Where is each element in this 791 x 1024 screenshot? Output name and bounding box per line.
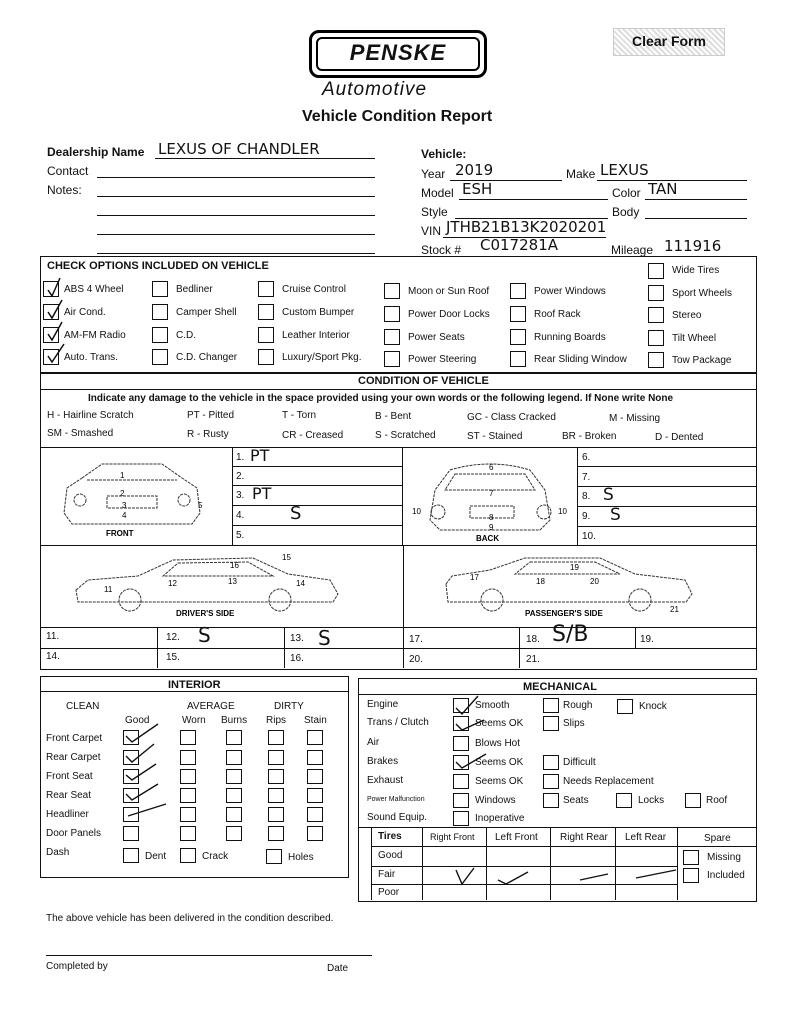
num-14: 14. [46,651,60,662]
air-blows-hot-label: Blows Hot [475,738,521,749]
front-carpet-stain[interactable] [307,730,323,745]
spare-missing-label: Missing [707,852,741,863]
vehicle-label: Vehicle: [421,147,467,161]
car-front-caption: FRONT [106,529,134,538]
legend-s: S - Scratched [375,430,436,441]
bedliner-label: Bedliner [176,284,213,295]
rear-seat-burns[interactable] [226,788,242,803]
car-front-num-4: 4 [122,511,127,520]
trans-ok-label: Seems OK [475,718,524,729]
exhaust-replace-label: Needs Replacement [563,776,654,787]
row-door-panels: Door Panels [46,828,102,839]
color-label: Color [612,186,641,200]
back-num-9: 9. [582,511,591,522]
door-panels-worn[interactable] [180,826,196,841]
notes-line-1[interactable] [97,196,375,197]
leather-interior-label: Leather Interior [282,330,350,341]
custom-bumper-label: Custom Bumper [282,307,355,318]
sound-inoperative-checkbox[interactable] [453,811,469,826]
power-steering-label: Power Steering [408,354,477,365]
door-panels-rips[interactable] [268,826,284,841]
power-roof-mech-checkbox[interactable] [685,793,701,808]
brakes-difficult-label: Difficult [563,757,596,768]
model-label: Model [421,186,454,200]
stock-value[interactable]: C017281A [480,236,558,254]
front-seat-stain[interactable] [307,769,323,784]
car-passenger-caption: PASSENGER'S SIDE [525,609,603,618]
date-label: Date [327,963,349,974]
cd-label: C.D. [176,330,196,341]
legend-st: ST - Stained [467,431,523,442]
back-divider [577,447,578,545]
trans-slips-label: Slips [563,718,585,729]
tire-check-marks [440,858,680,890]
leather-interior-checkbox[interactable] [258,327,274,343]
power-windows-mech-checkbox[interactable] [453,793,469,808]
rear-sliding-window-checkbox[interactable] [510,351,526,367]
back-num-8: 8. [582,491,591,502]
dash-dent-label: Dent [145,851,167,862]
interior-heading-rule [40,691,348,692]
num-12: 12. [166,632,180,643]
row-divider-2 [284,627,285,668]
sport-wheels-checkbox[interactable] [648,285,664,301]
tires-good: Good [378,850,403,861]
power-seats-mech-label: Seats [563,795,589,806]
mech-sound: Sound Equip. [367,812,428,823]
dealership-line [155,158,375,159]
roof-rack-label: Roof Rack [534,309,581,320]
front-carpet-burns[interactable] [226,730,242,745]
rear-sliding-window-label: Rear Sliding Window [534,354,627,365]
wide-tires-checkbox[interactable] [648,263,664,279]
model-value[interactable]: ESH [462,180,493,198]
num-11: 11. [46,631,60,642]
custom-bumper-checkbox[interactable] [258,304,274,320]
car-driver-num-11: 11 [104,585,113,594]
cd-changer-label: C.D. Changer [176,352,238,363]
tires-right-rear: Right Rear [560,832,608,843]
car-back-num-9: 9 [489,523,494,532]
front-num-2: 2. [236,471,245,482]
dash-crack-checkbox[interactable] [180,848,196,863]
moon-roof-label: Moon or Sun Roof [408,286,490,297]
make-value[interactable]: LEXUS [600,161,649,179]
exhaust-ok-checkbox[interactable] [453,774,469,789]
car-driver-num-13: 13 [228,577,237,586]
row-headliner: Headliner [46,809,89,820]
car-front-num-2: 2 [120,489,125,498]
car-back-num-6: 6 [489,463,494,472]
car-pass-num-18: 18 [536,577,545,586]
mech-brakes: Brakes [367,756,399,767]
dash-dent-checkbox[interactable] [123,848,139,863]
interior-check-marks [118,718,178,828]
headliner-stain[interactable] [307,807,323,822]
dealership-value[interactable]: LEXUS OF CHANDLER [158,140,320,158]
completed-by-field[interactable] [46,955,372,956]
damage-note-12[interactable]: S [198,623,211,647]
row-divider-5 [635,627,636,648]
condition-heading-rule [40,389,756,390]
car-back-num-10-right: 10 [558,507,567,516]
damage-note-8[interactable]: S [603,485,614,505]
legend-br: BR - Broken [562,431,617,442]
dash-holes-label: Holes [288,852,314,863]
color-value[interactable]: TAN [648,180,678,198]
back-num-7: 7. [582,472,591,483]
back-num-6: 6. [582,452,591,463]
body-label: Body [612,205,640,219]
tires-top-rule [358,827,756,828]
row-divider-3 [403,627,404,668]
car-front-body [64,464,200,524]
legend-pt: PT - Pitted [187,410,235,421]
car-back-num-8: 8 [489,513,494,522]
front-seat-worn[interactable] [180,769,196,784]
car-driver-num-12: 12 [168,579,177,588]
row-front-seat: Front Seat [46,771,93,782]
brakes-ok-label: Seems OK [475,757,524,768]
car-driver-num-16: 16 [230,561,239,570]
tilt-wheel-label: Tilt Wheel [672,333,717,344]
row-a-rule [40,648,756,649]
delivered-statement: The above vehicle has been delivered in the condition described. [46,913,334,924]
car-back-num-10-left: 10 [412,507,421,516]
luxury-sport-checkbox[interactable] [258,349,274,365]
mech-engine: Engine [367,699,399,710]
interior-average: AVERAGE [187,701,235,712]
front-rule-1 [232,466,402,467]
tires-left-rear: Left Rear [625,832,667,843]
car-passenger-body [446,558,692,611]
tires-left-front: Left Front [495,832,538,843]
spare-missing-checkbox[interactable] [683,850,699,865]
bedliner-checkbox[interactable] [152,281,168,297]
back-rule-3 [577,506,756,507]
tires-header: Tires [378,831,402,842]
stock-label: Stock # [421,243,462,257]
body-field[interactable] [645,218,747,219]
air-cond-label: Air Cond. [64,307,106,318]
car-pass-num-19: 19 [570,563,579,572]
dash-holes-checkbox[interactable] [266,849,282,864]
running-boards-checkbox[interactable] [510,329,526,345]
notes-line-3[interactable] [97,234,375,235]
abs-label: ABS 4 Wheel [64,284,124,295]
legend-sm: SM - Smashed [47,428,114,439]
car-front-num-1: 1 [120,471,125,480]
clear-form-button[interactable]: Clear Form [613,28,725,56]
damage-note-3[interactable]: PT [252,484,272,503]
power-windows-checkbox[interactable] [510,283,526,299]
contact-field[interactable] [97,177,375,178]
headliner-burns[interactable] [226,807,242,822]
num-21: 21. [526,654,540,665]
legend-b: B - Bent [375,411,412,422]
car-back-caption: BACK [476,534,500,543]
front-divider-left [232,447,233,545]
options-check-marks [38,270,78,370]
tow-package-label: Tow Package [672,355,732,366]
front-seat-burns[interactable] [226,769,242,784]
contact-label: Contact [47,164,89,178]
mechanical-heading: MECHANICAL [523,681,597,693]
num-16: 16. [290,653,304,664]
tires-spare: Spare [704,833,731,844]
rear-carpet-stain[interactable] [307,750,323,765]
diagram-mid-rule [40,545,756,546]
wide-tires-label: Wide Tires [672,265,720,276]
car-pass-num-20: 20 [590,577,599,586]
year-value[interactable]: 2019 [455,161,494,179]
door-panels-burns[interactable] [226,826,242,841]
auto-trans-label: Auto. Trans. [64,352,118,363]
am-fm-label: AM-FM Radio [64,330,126,341]
car-front-num-5: 5 [198,501,203,510]
legend-cr: CR - Creased [282,430,344,441]
power-seats-checkbox[interactable] [384,329,400,345]
logo-text: PENSKE [316,37,480,71]
damage-note-1[interactable]: PT [250,446,270,465]
car-front-diagram [52,458,212,540]
penske-logo [309,30,487,78]
sport-wheels-label: Sport Wheels [672,288,733,299]
legend-h: H - Hairline Scratch [47,410,134,421]
exhaust-replace-checkbox[interactable] [543,774,559,789]
col-worn: Worn [182,715,206,726]
luxury-sport-label: Luxury/Sport Pkg. [282,352,362,363]
power-door-locks-label: Power Door Locks [408,309,490,320]
rear-carpet-worn[interactable] [180,750,196,765]
power-roof-mech-label: Roof [706,795,728,806]
car-pass-num-17: 17 [470,573,479,582]
legend-t: T - Torn [282,410,317,421]
legend-gc: GC - Class Cracked [467,412,556,423]
page-title: Vehicle Condition Report [302,108,493,125]
door-panels-stain[interactable] [307,826,323,841]
model-line [459,199,608,200]
mileage-value[interactable]: 111916 [664,237,722,255]
front-num-3: 3. [236,490,245,501]
vin-label: VIN [421,224,442,238]
rear-seat-worn[interactable] [180,788,196,803]
cd-changer-checkbox[interactable] [152,349,168,365]
tow-package-checkbox[interactable] [648,352,664,368]
notes-label: Notes: [47,183,82,197]
front-num-4: 4. [236,510,245,521]
headliner-rips[interactable] [268,807,284,822]
legend-r: R - Rusty [187,429,229,440]
car-back-num-7: 7 [489,489,494,498]
make-label: Make [566,167,596,181]
brakes-difficult-checkbox[interactable] [543,755,559,770]
mileage-label: Mileage [611,243,654,257]
num-13: 13. [290,633,304,644]
front-carpet-worn[interactable] [180,730,196,745]
car-driver-num-15: 15 [282,553,291,562]
mech-exhaust: Exhaust [367,775,404,786]
roof-rack-checkbox[interactable] [510,306,526,322]
tires-col-0 [371,827,372,900]
cd-checkbox[interactable] [152,327,168,343]
rear-seat-stain[interactable] [307,788,323,803]
logo-subtitle: Automotive [322,79,428,100]
moon-roof-checkbox[interactable] [384,283,400,299]
mech-trans: Trans / Clutch [367,717,429,728]
num-20: 20. [409,654,423,665]
running-boards-label: Running Boards [534,332,606,343]
power-locks-mech-checkbox[interactable] [616,793,632,808]
back-rule-4 [577,526,756,527]
stereo-checkbox[interactable] [648,307,664,323]
tires-fair: Fair [378,869,396,880]
camper-shell-label: Camper Shell [176,307,237,318]
headliner-worn[interactable] [180,807,196,822]
row-front-carpet: Front Carpet [46,733,103,744]
dash-crack-label: Crack [202,851,229,862]
car-back-diagram [410,458,575,544]
interior-dirty: DIRTY [274,701,304,712]
diagram-low-rule [40,627,756,628]
condition-instructions: Indicate any damage to the vehicle in the space provided using your own words or the following legend. If None write None [88,393,674,404]
row-divider-4 [519,627,520,668]
num-15: 15. [166,652,180,663]
front-carpet-rips[interactable] [268,730,284,745]
num-18: 18. [526,634,540,645]
tires-right-front: Right Front [430,832,475,842]
interior-clean: CLEAN [66,701,100,712]
tires-poor: Poor [378,887,400,898]
row-rear-carpet: Rear Carpet [46,752,101,763]
style-label: Style [421,205,448,219]
power-seats-label: Power Seats [408,332,465,343]
interior-heading: INTERIOR [168,679,221,691]
mech-air: Air [367,737,380,748]
condition-heading: CONDITION OF VEHICLE [358,375,489,387]
cruise-control-label: Cruise Control [282,284,346,295]
legend-m: M - Missing [609,413,661,424]
mech-power: Power Malfunction [367,796,425,803]
car-front-num-3: 3 [122,501,127,510]
power-steering-checkbox[interactable] [384,351,400,367]
tires-col-1 [422,827,423,900]
car-pass-num-21: 21 [670,605,679,614]
damage-note-18[interactable]: S/B [552,622,589,647]
diagram-top-rule [40,447,756,448]
mechanical-check-marks [446,692,516,772]
mechanical-heading-rule [358,694,756,695]
rear-carpet-rips[interactable] [268,750,284,765]
power-windows-mech-label: Windows [475,795,516,806]
sound-inoperative-label: Inoperative [475,813,525,824]
col-rips: Rips [266,715,287,726]
trans-slips-checkbox[interactable] [543,716,559,731]
back-rule-1 [577,466,756,467]
legend-d: D - Dented [655,432,704,443]
front-num-5: 5. [236,530,245,541]
dealership-label: Dealership Name [47,145,145,159]
col-burns: Burns [221,715,248,726]
engine-rough-label: Rough [563,700,593,711]
num-17: 17. [409,634,423,645]
vin-value[interactable]: JTHB21B13K2020201 [446,218,607,236]
engine-rough-checkbox[interactable] [543,698,559,713]
damage-note-13[interactable]: S [318,626,331,650]
tires-header-rule [371,846,756,847]
tilt-wheel-checkbox[interactable] [648,330,664,346]
notes-line-4[interactable] [97,253,375,254]
back-num-10: 10. [582,531,596,542]
year-label: Year [421,167,446,181]
options-heading: CHECK OPTIONS INCLUDED ON VEHICLE [47,260,269,272]
rear-seat-rips[interactable] [268,788,284,803]
camper-shell-checkbox[interactable] [152,304,168,320]
cruise-control-checkbox[interactable] [258,281,274,297]
car-driver-num-14: 14 [296,579,305,588]
num-19: 19. [640,634,654,645]
engine-knock-label: Knock [639,701,667,712]
door-panels-good[interactable] [123,826,139,841]
spare-included-label: Included [707,870,745,881]
color-line [645,199,747,200]
front-seat-rips[interactable] [268,769,284,784]
completed-by-label: Completed by [46,961,108,972]
car-driver-caption: DRIVER'S SIDE [176,609,235,618]
rear-carpet-burns[interactable] [226,750,242,765]
stereo-label: Stereo [672,310,702,321]
row-divider-1 [157,627,158,668]
exhaust-ok-label: Seems OK [475,776,524,787]
front-rule-3 [232,505,402,506]
row-rear-seat: Rear Seat [46,790,92,801]
notes-line-2[interactable] [97,215,375,216]
front-num-1: 1. [236,452,245,463]
power-locks-mech-label: Locks [638,795,665,806]
front-rule-4 [232,525,402,526]
power-windows-label: Power Windows [534,286,606,297]
power-seats-mech-checkbox[interactable] [543,793,559,808]
car-driver-diagram [68,550,348,620]
col-good: Good [125,715,150,726]
engine-smooth-label: Smooth [475,700,510,711]
power-door-locks-checkbox[interactable] [384,306,400,322]
row-dash: Dash [46,847,70,858]
damage-note-9[interactable]: S [610,505,621,525]
col-stain: Stain [304,715,327,726]
side-divider [403,545,404,627]
engine-knock-checkbox[interactable] [617,699,633,714]
car-passenger-diagram [440,550,700,620]
damage-note-4[interactable]: S [290,503,302,524]
spare-included-checkbox[interactable] [683,868,699,883]
front-divider-right [402,447,403,545]
